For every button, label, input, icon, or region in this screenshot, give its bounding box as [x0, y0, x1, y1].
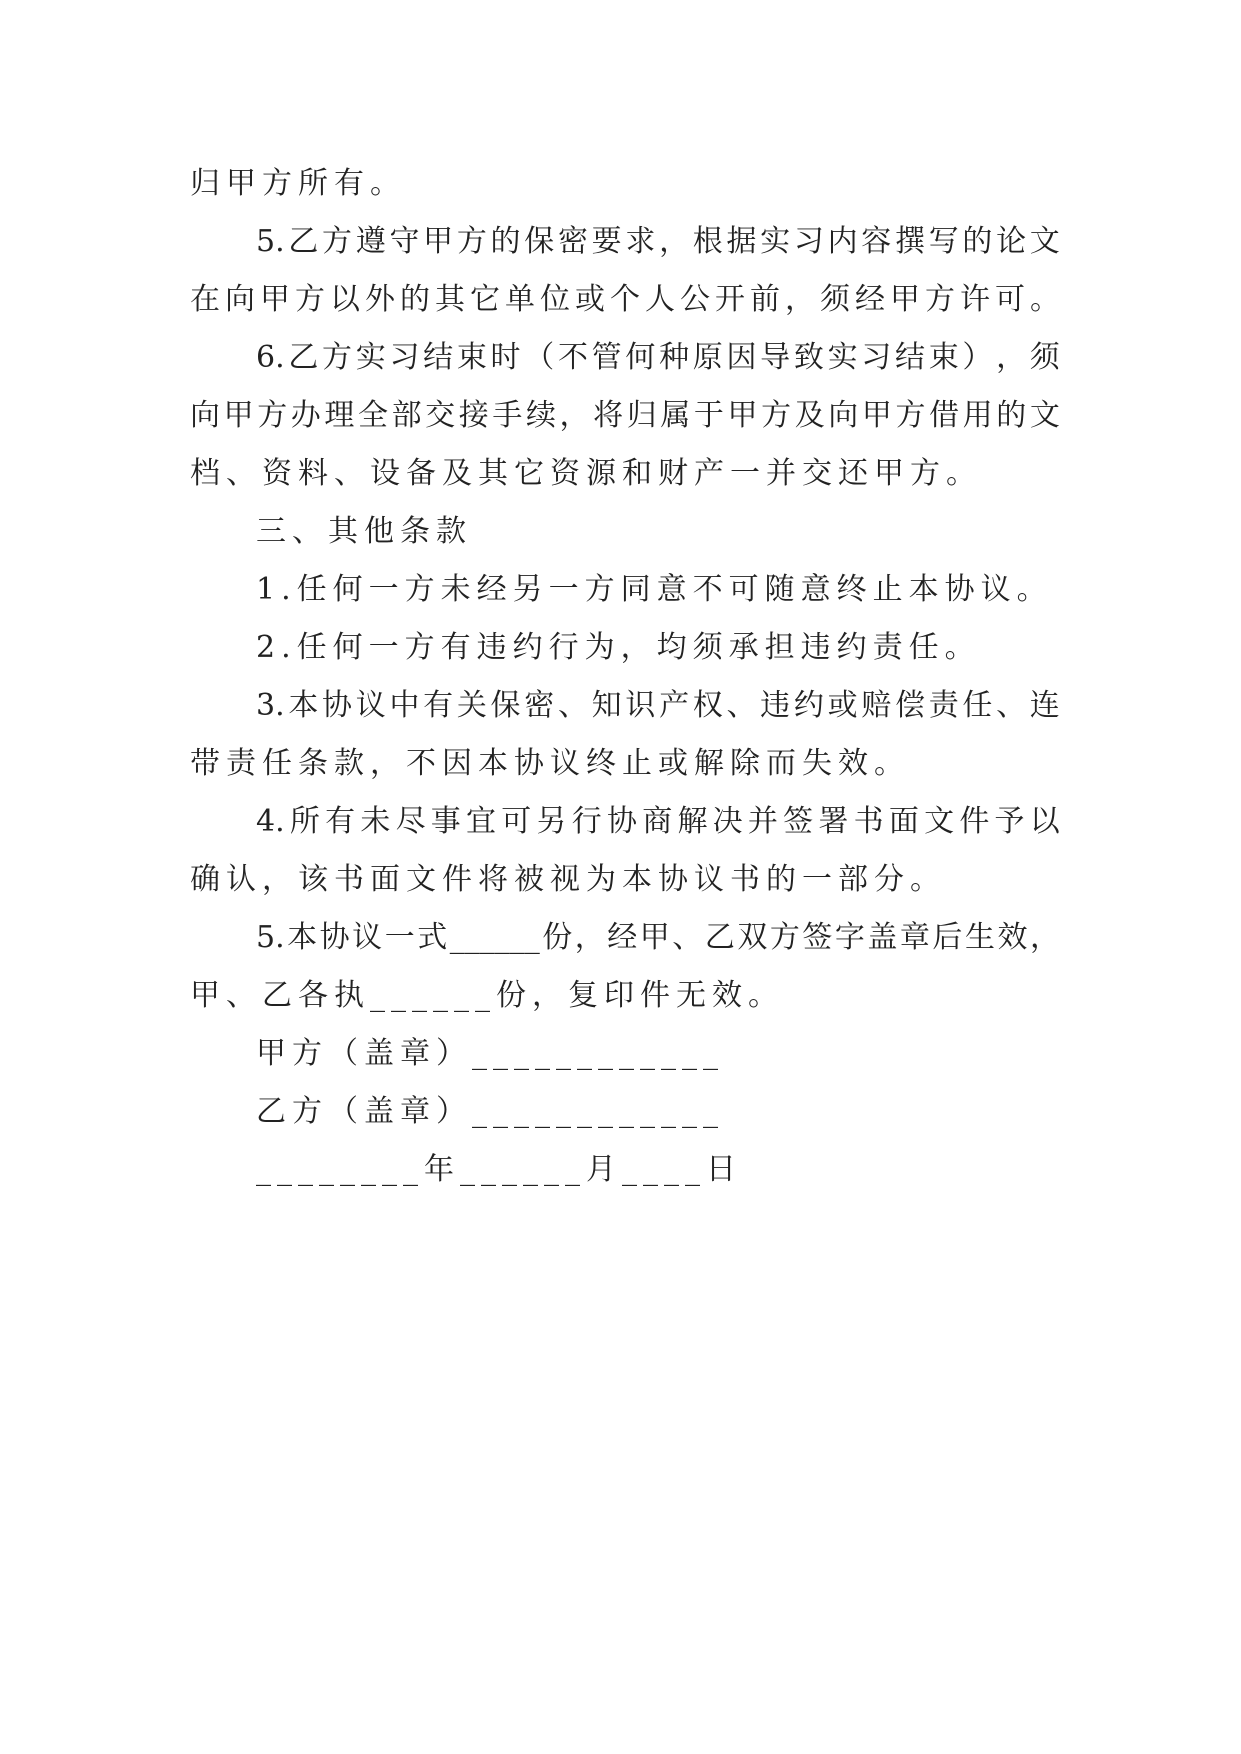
date-line: ________年______月____日	[256, 1152, 742, 1187]
party-b-seal-line: 乙方（盖章）____________	[256, 1094, 724, 1129]
text-line: 5. 乙 方 遵 守 甲 方 的 保 密 要 求 ， 根 据 实 习 内 容 撰 写 的 论 文	[256, 224, 1060, 259]
section-heading: 三、其他条款	[256, 514, 472, 549]
text-line: 3. 本 协 议 中 有 关 保 密 、 知 识 产 权 、 违 约 或 赔 偿 责 任 、 连	[256, 688, 1060, 723]
text-line: 确认，该书面文件将被视为本协议书的一部分。	[190, 862, 946, 897]
text-line: 2.任何一方有违约行为，均须承担违约责任。	[256, 630, 981, 665]
text-line: 4. 所 有 未 尽 事 宜 可 另 行 协 商 解 决 并 签 署 书 面 文 件 予 以	[256, 804, 1060, 839]
text-line: 甲、乙各执______份，复印件无效。	[190, 978, 784, 1013]
text-line: 归甲方所有。	[190, 166, 406, 201]
text-line: 5. 本 协 议 一 式 ______ 份 ， 经 甲 、 乙 双 方 签 字 盖 章 后 生 效 ，	[256, 920, 1060, 955]
text-line: 带责任条款，不因本协议终止或解除而失效。	[190, 746, 910, 781]
text-line: 向 甲 方 办 理 全 部 交 接 手 续 ， 将 归 属 于 甲 方 及 向 甲 方 借 用 的 文	[190, 398, 1060, 433]
text-line: 6. 乙 方 实 习 结 束 时 （ 不 管 何 种 原 因 导 致 实 习 结 束 ） ， 须	[256, 340, 1060, 375]
party-a-seal-line: 甲方（盖章）____________	[256, 1036, 724, 1071]
text-line: 档、资料、设备及其它资源和财产一并交还甲方。	[190, 456, 982, 491]
text-line: 1.任何一方未经另一方同意不可随意终止本协议。	[256, 572, 1053, 607]
text-line: 在 向 甲 方 以 外 的 其 它 单 位 或 个 人 公 开 前 ， 须 经 甲 方 许 可 。	[190, 282, 1060, 317]
document-body	[190, 155, 1060, 1199]
